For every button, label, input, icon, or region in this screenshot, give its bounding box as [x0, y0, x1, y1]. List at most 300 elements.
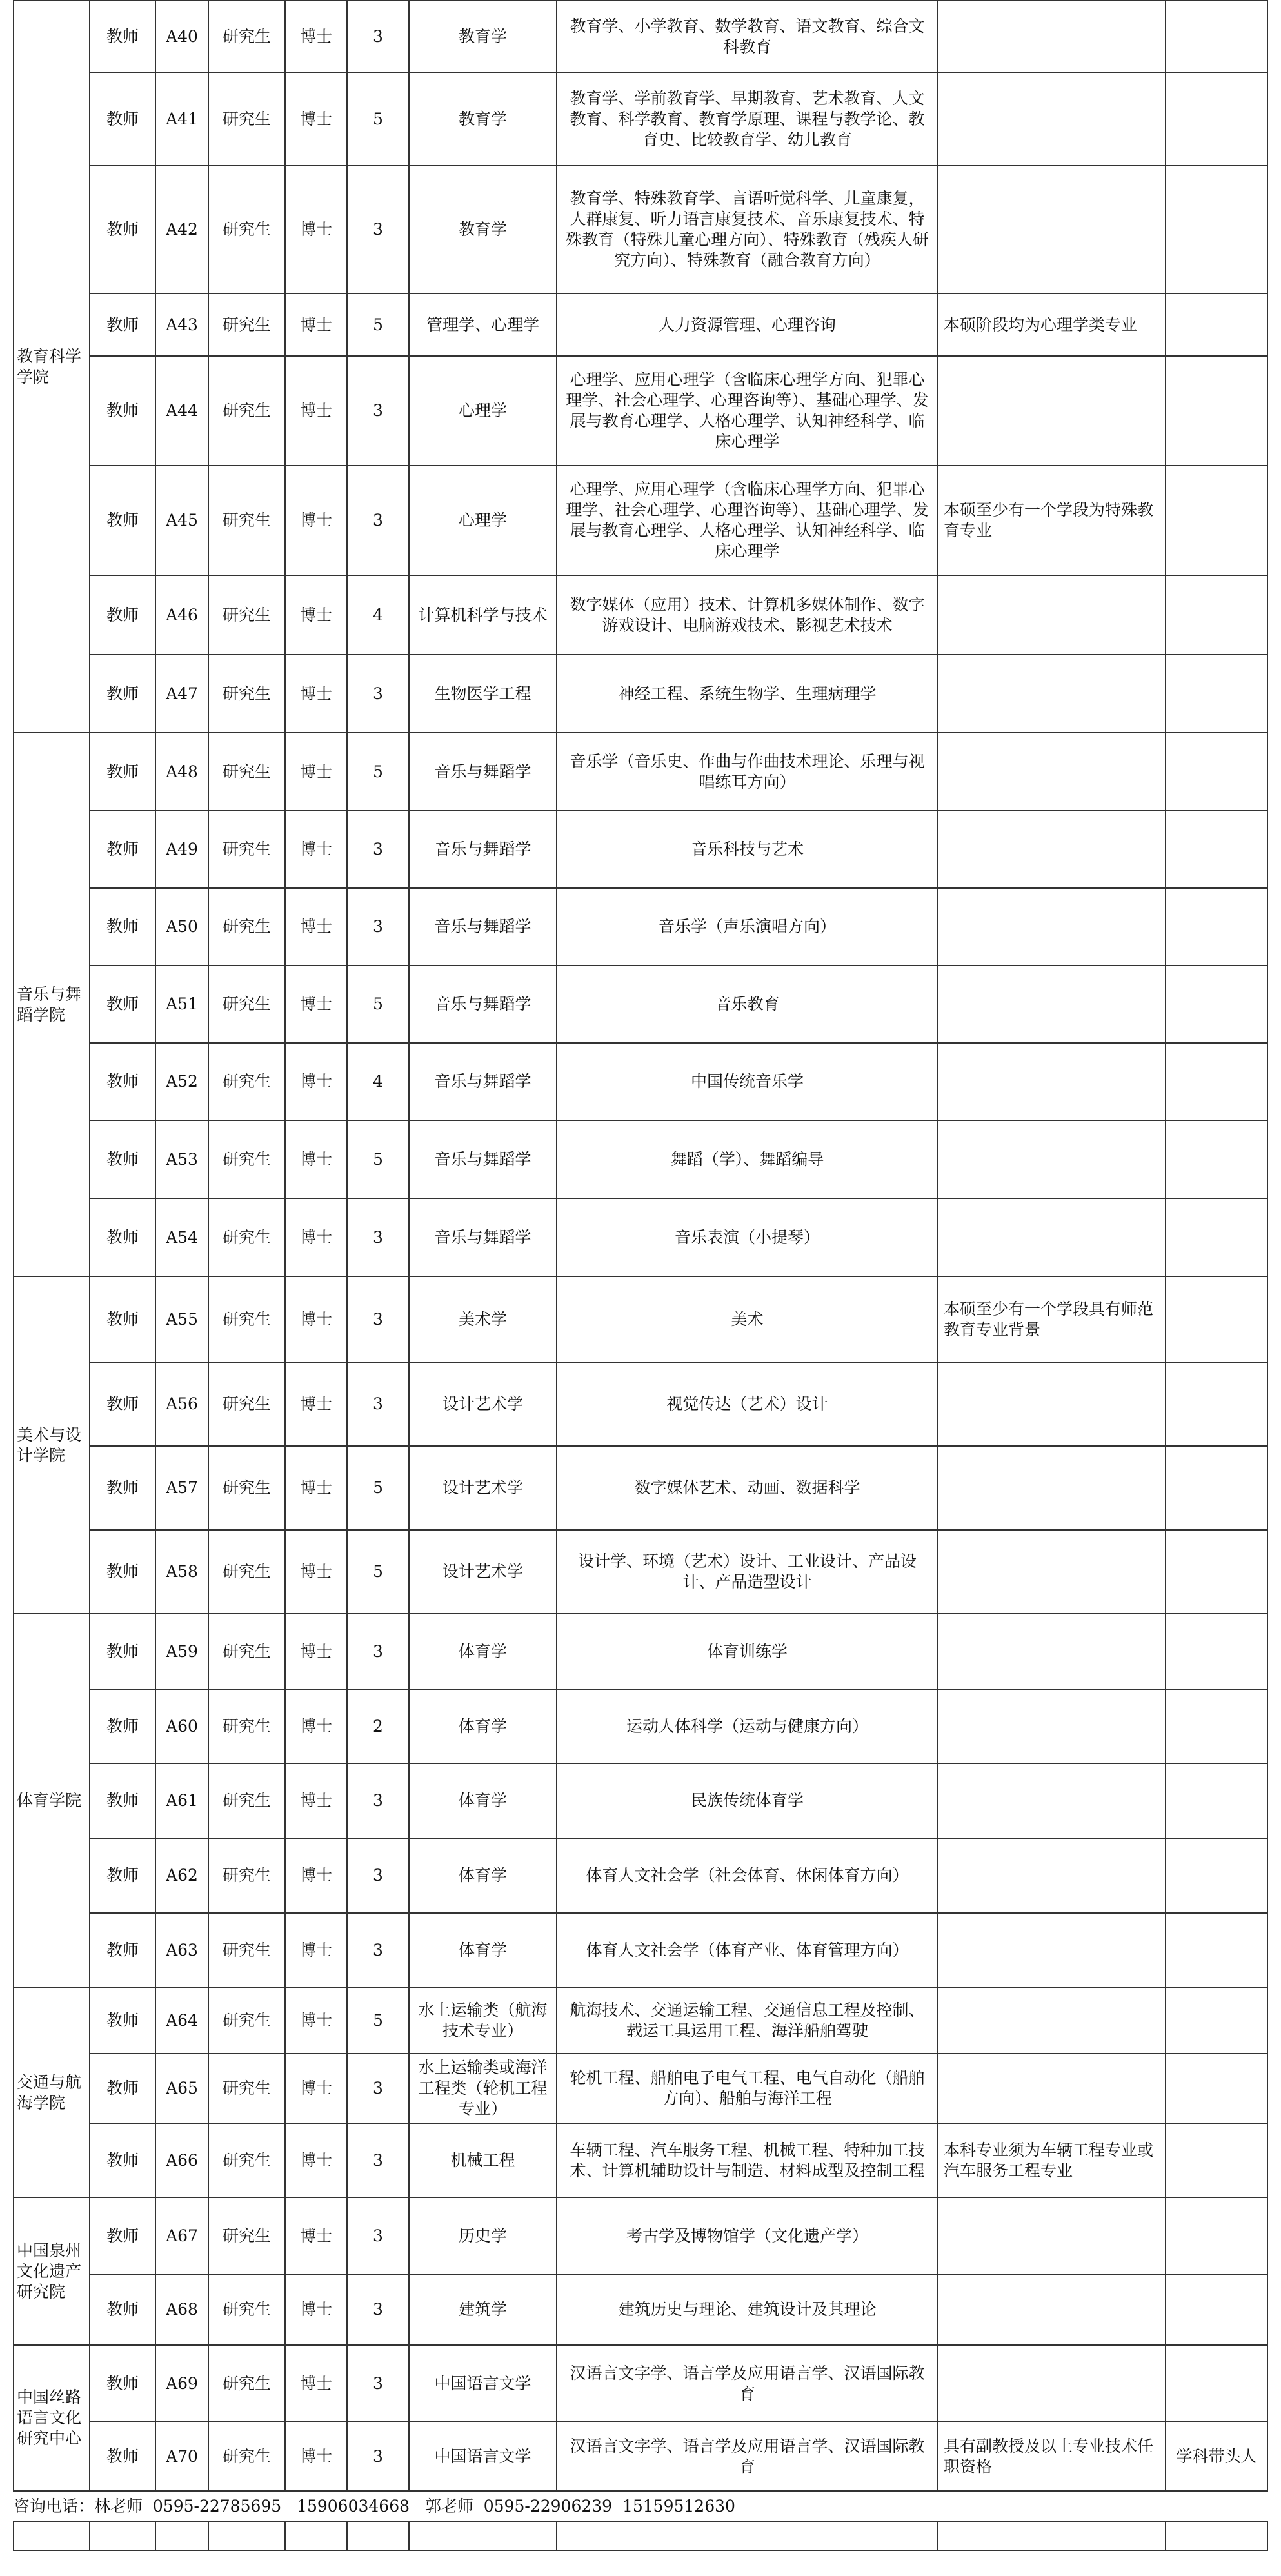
discipline-cell: 音乐与舞蹈学 [409, 811, 557, 888]
specialty-cell: 体育训练学 [557, 1614, 938, 1689]
degree-cell: 博士 [285, 1, 347, 72]
post-code-cell: A43 [155, 293, 208, 356]
specialty-cell: 心理学、应用心理学（含临床心理学方向、犯罪心理学、社会心理学、心理咨询等）、基础心理学、发展与教育心理学、人格心理学、认知神经科学、临床心理学 [557, 466, 938, 575]
count-cell: 5 [347, 1446, 409, 1530]
education-cell: 研究生 [208, 966, 285, 1043]
note-cell [1166, 1614, 1267, 1689]
count-cell: 3 [347, 466, 409, 575]
specialty-cell: 轮机工程、船舶电子电气工程、电气自动化（船舶方向）、船舶与海洋工程 [557, 2054, 938, 2123]
requirement-cell [938, 1913, 1166, 1988]
table-row [14, 1043, 1267, 1120]
discipline-cell: 历史学 [409, 2197, 557, 2274]
discipline-cell: 水上运输类（航海技术专业） [409, 1988, 557, 2054]
requirement-cell [938, 733, 1166, 811]
degree-cell: 博士 [285, 1838, 347, 1913]
count-cell: 3 [347, 2054, 409, 2123]
post-type-cell: 教师 [90, 1988, 155, 2054]
specialty-cell: 教育学、小学教育、数学教育、语文教育、综合文科教育 [557, 1, 938, 72]
post-code-cell: A42 [155, 166, 208, 293]
recruitment-table [13, 0, 1268, 2551]
count-cell: 3 [347, 2422, 409, 2491]
specialty-cell: 运动人体科学（运动与健康方向） [557, 1689, 938, 1763]
note-cell [1166, 2197, 1267, 2274]
requirement-cell: 具有副教授及以上专业技术任职资格 [938, 2422, 1166, 2491]
count-cell: 3 [347, 1276, 409, 1362]
requirement-cell [938, 1, 1166, 72]
discipline-cell: 音乐与舞蹈学 [409, 1198, 557, 1276]
table-row [14, 1530, 1267, 1614]
note-cell [1166, 356, 1267, 466]
count-cell: 3 [347, 888, 409, 966]
count-cell: 3 [347, 1913, 409, 1988]
requirement-cell [938, 2054, 1166, 2123]
discipline-cell: 中国语言文学 [409, 2422, 557, 2491]
discipline-cell: 音乐与舞蹈学 [409, 1043, 557, 1120]
requirement-cell [938, 1763, 1166, 1838]
post-type-cell: 教师 [90, 2197, 155, 2274]
note-cell [1166, 1362, 1267, 1446]
degree-cell: 博士 [285, 166, 347, 293]
specialty-cell: 体育人文社会学（社会体育、休闲体育方向） [557, 1838, 938, 1913]
education-cell: 研究生 [208, 72, 285, 166]
count-cell: 3 [347, 1362, 409, 1446]
degree-cell: 博士 [285, 72, 347, 166]
note-cell [1166, 293, 1267, 356]
count-cell: 3 [347, 2123, 409, 2197]
specialty-cell: 数字媒体（应用）技术、计算机多媒体制作、数字游戏设计、电脑游戏技术、影视艺术技术 [557, 575, 938, 655]
specialty-cell: 心理学、应用心理学（含临床心理学方向、犯罪心理学、社会心理学、心理咨询等）、基础心理学、发展与教育心理学、人格心理学、认知神经科学、临床心理学 [557, 356, 938, 466]
education-cell: 研究生 [208, 2422, 285, 2491]
degree-cell: 博士 [285, 655, 347, 733]
note-cell [1166, 1530, 1267, 1614]
degree-cell: 博士 [285, 356, 347, 466]
count-cell: 3 [347, 166, 409, 293]
table-row [14, 1614, 1267, 1689]
degree-cell: 博士 [285, 293, 347, 356]
count-cell: 3 [347, 356, 409, 466]
specialty-cell: 音乐科技与艺术 [557, 811, 938, 888]
requirement-cell: 本硕阶段均为心理学类专业 [938, 293, 1166, 356]
post-type-cell: 教师 [90, 2274, 155, 2345]
contact-info: 咨询电话：林老师 0595-22785695 15906034668 郭老师 0595-22906239 15159512630 [14, 2491, 1267, 2522]
blank-cell [208, 2522, 285, 2550]
education-cell: 研究生 [208, 1362, 285, 1446]
post-code-cell: A67 [155, 2197, 208, 2274]
post-code-cell: A63 [155, 1913, 208, 1988]
education-cell: 研究生 [208, 2345, 285, 2422]
table-row [14, 966, 1267, 1043]
degree-cell: 博士 [285, 1362, 347, 1446]
table-row [14, 2123, 1267, 2197]
count-cell: 4 [347, 1043, 409, 1120]
table-row [14, 1763, 1267, 1838]
discipline-cell: 机械工程 [409, 2123, 557, 2197]
specialty-cell: 音乐教育 [557, 966, 938, 1043]
requirement-cell [938, 575, 1166, 655]
discipline-cell: 建筑学 [409, 2274, 557, 2345]
education-cell: 研究生 [208, 1913, 285, 1988]
count-cell: 3 [347, 655, 409, 733]
requirement-cell [938, 166, 1166, 293]
department-cell: 交通与航海学院 [14, 1988, 90, 2197]
education-cell: 研究生 [208, 1614, 285, 1689]
discipline-cell: 教育学 [409, 72, 557, 166]
blank-cell [409, 2522, 557, 2550]
post-code-cell: A50 [155, 888, 208, 966]
table-row [14, 1838, 1267, 1913]
post-type-cell: 教师 [90, 1838, 155, 1913]
post-type-cell: 教师 [90, 1043, 155, 1120]
requirement-cell [938, 1362, 1166, 1446]
note-cell [1166, 1689, 1267, 1763]
blank-row [14, 2522, 1267, 2550]
post-type-cell: 教师 [90, 655, 155, 733]
post-code-cell: A46 [155, 575, 208, 655]
note-cell [1166, 966, 1267, 1043]
education-cell: 研究生 [208, 575, 285, 655]
specialty-cell: 视觉传达（艺术）设计 [557, 1362, 938, 1446]
discipline-cell: 音乐与舞蹈学 [409, 888, 557, 966]
specialty-cell: 体育人文社会学（体育产业、体育管理方向） [557, 1913, 938, 1988]
post-code-cell: A41 [155, 72, 208, 166]
note-cell [1166, 466, 1267, 575]
post-code-cell: A68 [155, 2274, 208, 2345]
post-type-cell: 教师 [90, 1120, 155, 1198]
count-cell: 3 [347, 1614, 409, 1689]
requirement-cell: 本科专业须为车辆工程专业或汽车服务工程专业 [938, 2123, 1166, 2197]
degree-cell: 博士 [285, 1120, 347, 1198]
requirement-cell [938, 966, 1166, 1043]
table-row [14, 655, 1267, 733]
requirement-cell [938, 356, 1166, 466]
table-row [14, 811, 1267, 888]
discipline-cell: 管理学、心理学 [409, 293, 557, 356]
post-code-cell: A45 [155, 466, 208, 575]
specialty-cell: 航海技术、交通运输工程、交通信息工程及控制、载运工具运用工程、海洋船舶驾驶 [557, 1988, 938, 2054]
specialty-cell: 中国传统音乐学 [557, 1043, 938, 1120]
post-type-cell: 教师 [90, 888, 155, 966]
degree-cell: 博士 [285, 466, 347, 575]
table-row [14, 1120, 1267, 1198]
post-code-cell: A47 [155, 655, 208, 733]
note-cell [1166, 575, 1267, 655]
education-cell: 研究生 [208, 2123, 285, 2197]
table-row [14, 293, 1267, 356]
post-type-cell: 教师 [90, 811, 155, 888]
post-type-cell: 教师 [90, 966, 155, 1043]
education-cell: 研究生 [208, 1276, 285, 1362]
post-type-cell: 教师 [90, 1362, 155, 1446]
table-row [14, 1198, 1267, 1276]
note-cell [1166, 166, 1267, 293]
post-type-cell: 教师 [90, 356, 155, 466]
specialty-cell: 教育学、特殊教育学、言语听觉科学、儿童康复，人群康复、听力语言康复技术、音乐康复技术、特殊教育（特殊儿童心理方向）、特殊教育（残疾人研究方向）、特殊教育（融合教育方向） [557, 166, 938, 293]
post-code-cell: A55 [155, 1276, 208, 1362]
note-cell [1166, 1198, 1267, 1276]
note-cell [1166, 811, 1267, 888]
education-cell: 研究生 [208, 466, 285, 575]
discipline-cell: 音乐与舞蹈学 [409, 1120, 557, 1198]
post-type-cell: 教师 [90, 2123, 155, 2197]
blank-cell [285, 2522, 347, 2550]
table-row [14, 1988, 1267, 2054]
post-code-cell: A57 [155, 1446, 208, 1530]
note-cell [1166, 2054, 1267, 2123]
post-code-cell: A52 [155, 1043, 208, 1120]
degree-cell: 博士 [285, 2123, 347, 2197]
note-cell [1166, 733, 1267, 811]
table-row [14, 1276, 1267, 1362]
post-type-cell: 教师 [90, 1913, 155, 1988]
education-cell: 研究生 [208, 1689, 285, 1763]
note-cell [1166, 1988, 1267, 2054]
count-cell: 5 [347, 1530, 409, 1614]
post-type-cell: 教师 [90, 2422, 155, 2491]
count-cell: 5 [347, 966, 409, 1043]
post-type-cell: 教师 [90, 1, 155, 72]
blank-cell [155, 2522, 208, 2550]
specialty-cell: 数字媒体艺术、动画、数据科学 [557, 1446, 938, 1530]
discipline-cell: 音乐与舞蹈学 [409, 966, 557, 1043]
degree-cell: 博士 [285, 1689, 347, 1763]
discipline-cell: 教育学 [409, 1, 557, 72]
education-cell: 研究生 [208, 2274, 285, 2345]
degree-cell: 博士 [285, 1276, 347, 1362]
education-cell: 研究生 [208, 655, 285, 733]
education-cell: 研究生 [208, 1838, 285, 1913]
degree-cell: 博士 [285, 733, 347, 811]
requirement-cell: 本硕至少有一个学段为特殊教育专业 [938, 466, 1166, 575]
note-cell [1166, 1913, 1267, 1988]
degree-cell: 博士 [285, 811, 347, 888]
count-cell: 3 [347, 1838, 409, 1913]
education-cell: 研究生 [208, 1120, 285, 1198]
post-code-cell: A48 [155, 733, 208, 811]
count-cell: 5 [347, 733, 409, 811]
post-type-cell: 教师 [90, 2054, 155, 2123]
table-row [14, 1689, 1267, 1763]
specialty-cell: 美术 [557, 1276, 938, 1362]
count-cell: 5 [347, 1988, 409, 2054]
note-cell [1166, 72, 1267, 166]
degree-cell: 博士 [285, 966, 347, 1043]
table-row [14, 1, 1267, 72]
note-cell [1166, 1838, 1267, 1913]
degree-cell: 博士 [285, 1198, 347, 1276]
degree-cell: 博士 [285, 1913, 347, 1988]
education-cell: 研究生 [208, 166, 285, 293]
requirement-cell [938, 1988, 1166, 2054]
table-row [14, 2345, 1267, 2422]
table-row [14, 888, 1267, 966]
education-cell: 研究生 [208, 888, 285, 966]
degree-cell: 博士 [285, 1614, 347, 1689]
discipline-cell: 中国语言文学 [409, 2345, 557, 2422]
post-type-cell: 教师 [90, 1763, 155, 1838]
education-cell: 研究生 [208, 356, 285, 466]
post-code-cell: A61 [155, 1763, 208, 1838]
requirement-cell [938, 655, 1166, 733]
post-type-cell: 教师 [90, 1276, 155, 1362]
requirement-cell [938, 1198, 1166, 1276]
requirement-cell: 本硕至少有一个学段具有师范教育专业背景 [938, 1276, 1166, 1362]
specialty-cell: 舞蹈（学）、舞蹈编导 [557, 1120, 938, 1198]
post-code-cell: A60 [155, 1689, 208, 1763]
note-cell [1166, 1446, 1267, 1530]
blank-cell [557, 2522, 938, 2550]
post-type-cell: 教师 [90, 575, 155, 655]
discipline-cell: 水上运输类或海洋工程类（轮机工程专业） [409, 2054, 557, 2123]
specialty-cell: 汉语言文字学、语言学及应用语言学、汉语国际教育 [557, 2422, 938, 2491]
count-cell: 3 [347, 1763, 409, 1838]
degree-cell: 博士 [285, 2197, 347, 2274]
department-cell: 中国泉州文化遗产研究院 [14, 2197, 90, 2345]
education-cell: 研究生 [208, 2197, 285, 2274]
requirement-cell [938, 72, 1166, 166]
education-cell: 研究生 [208, 1, 285, 72]
specialty-cell: 建筑历史与理论、建筑设计及其理论 [557, 2274, 938, 2345]
count-cell: 3 [347, 2274, 409, 2345]
post-code-cell: A62 [155, 1838, 208, 1913]
specialty-cell: 教育学、学前教育学、早期教育、艺术教育、人文教育、科学教育、教育学原理、课程与教学论、教育史、比较教育学、幼儿教育 [557, 72, 938, 166]
post-code-cell: A44 [155, 356, 208, 466]
department-cell: 体育学院 [14, 1614, 90, 1988]
post-code-cell: A69 [155, 2345, 208, 2422]
specialty-cell: 神经工程、系统生物学、生理病理学 [557, 655, 938, 733]
table-row [14, 733, 1267, 811]
post-code-cell: A56 [155, 1362, 208, 1446]
degree-cell: 博士 [285, 2422, 347, 2491]
post-code-cell: A49 [155, 811, 208, 888]
education-cell: 研究生 [208, 733, 285, 811]
discipline-cell: 设计艺术学 [409, 1446, 557, 1530]
requirement-cell [938, 888, 1166, 966]
requirement-cell [938, 1530, 1166, 1614]
requirement-cell [938, 1689, 1166, 1763]
requirement-cell [938, 1838, 1166, 1913]
post-type-cell: 教师 [90, 1614, 155, 1689]
specialty-cell: 汉语言文字学、语言学及应用语言学、汉语国际教育 [557, 2345, 938, 2422]
specialty-cell: 人力资源管理、心理咨询 [557, 293, 938, 356]
post-code-cell: A51 [155, 966, 208, 1043]
table-row [14, 1913, 1267, 1988]
count-cell: 3 [347, 811, 409, 888]
post-type-cell: 教师 [90, 733, 155, 811]
specialty-cell: 车辆工程、汽车服务工程、机械工程、特种加工技术、计算机辅助设计与制造、材料成型及控制工程 [557, 2123, 938, 2197]
post-code-cell: A64 [155, 1988, 208, 2054]
blank-cell [14, 2522, 90, 2550]
post-type-cell: 教师 [90, 293, 155, 356]
post-code-cell: A54 [155, 1198, 208, 1276]
requirement-cell [938, 1120, 1166, 1198]
post-type-cell: 教师 [90, 72, 155, 166]
table-row [14, 2274, 1267, 2345]
education-cell: 研究生 [208, 1043, 285, 1120]
post-type-cell: 教师 [90, 1530, 155, 1614]
requirement-cell [938, 1614, 1166, 1689]
discipline-cell: 教育学 [409, 166, 557, 293]
table-row [14, 2197, 1267, 2274]
table-row [14, 72, 1267, 166]
note-cell [1166, 1, 1267, 72]
note-cell [1166, 655, 1267, 733]
post-code-cell: A53 [155, 1120, 208, 1198]
requirement-cell [938, 2345, 1166, 2422]
department-cell: 中国丝路语言文化研究中心 [14, 2345, 90, 2491]
note-cell [1166, 1763, 1267, 1838]
discipline-cell: 体育学 [409, 1763, 557, 1838]
blank-cell [938, 2522, 1166, 2550]
degree-cell: 博士 [285, 1043, 347, 1120]
education-cell: 研究生 [208, 2054, 285, 2123]
education-cell: 研究生 [208, 293, 285, 356]
degree-cell: 博士 [285, 2274, 347, 2345]
count-cell: 5 [347, 1120, 409, 1198]
table-body [14, 1, 1267, 2550]
specialty-cell: 考古学及博物馆学（文化遗产学） [557, 2197, 938, 2274]
post-code-cell: A65 [155, 2054, 208, 2123]
education-cell: 研究生 [208, 1988, 285, 2054]
education-cell: 研究生 [208, 1763, 285, 1838]
count-cell: 3 [347, 1198, 409, 1276]
department-cell: 教育科学学院 [14, 1, 90, 733]
discipline-cell: 设计艺术学 [409, 1362, 557, 1446]
note-cell [1166, 2274, 1267, 2345]
department-cell: 美术与设计学院 [14, 1276, 90, 1614]
discipline-cell: 体育学 [409, 1838, 557, 1913]
count-cell: 2 [347, 1689, 409, 1763]
degree-cell: 博士 [285, 2054, 347, 2123]
note-cell [1166, 888, 1267, 966]
post-code-cell: A70 [155, 2422, 208, 2491]
table-row [14, 166, 1267, 293]
discipline-cell: 体育学 [409, 1614, 557, 1689]
requirement-cell [938, 2274, 1166, 2345]
specialty-cell: 音乐学（音乐史、作曲与作曲技术理论、乐理与视唱练耳方向） [557, 733, 938, 811]
specialty-cell: 民族传统体育学 [557, 1763, 938, 1838]
table-row [14, 2054, 1267, 2123]
education-cell: 研究生 [208, 811, 285, 888]
table-row [14, 356, 1267, 466]
note-cell [1166, 2345, 1267, 2422]
count-cell: 4 [347, 575, 409, 655]
blank-cell [347, 2522, 409, 2550]
discipline-cell: 体育学 [409, 1689, 557, 1763]
post-code-cell: A40 [155, 1, 208, 72]
contact-row [14, 2491, 1267, 2522]
count-cell: 5 [347, 293, 409, 356]
degree-cell: 博士 [285, 1446, 347, 1530]
post-type-cell: 教师 [90, 2345, 155, 2422]
table-row [14, 466, 1267, 575]
degree-cell: 博士 [285, 1530, 347, 1614]
discipline-cell: 音乐与舞蹈学 [409, 733, 557, 811]
specialty-cell: 设计学、环境（艺术）设计、工业设计、产品设计、产品造型设计 [557, 1530, 938, 1614]
requirement-cell [938, 1043, 1166, 1120]
post-type-cell: 教师 [90, 1198, 155, 1276]
education-cell: 研究生 [208, 1530, 285, 1614]
requirement-cell [938, 811, 1166, 888]
requirement-cell [938, 1446, 1166, 1530]
discipline-cell: 体育学 [409, 1913, 557, 1988]
degree-cell: 博士 [285, 888, 347, 966]
education-cell: 研究生 [208, 1446, 285, 1530]
count-cell: 3 [347, 2345, 409, 2422]
degree-cell: 博士 [285, 1988, 347, 2054]
count-cell: 3 [347, 1, 409, 72]
post-type-cell: 教师 [90, 1446, 155, 1530]
post-type-cell: 教师 [90, 466, 155, 575]
